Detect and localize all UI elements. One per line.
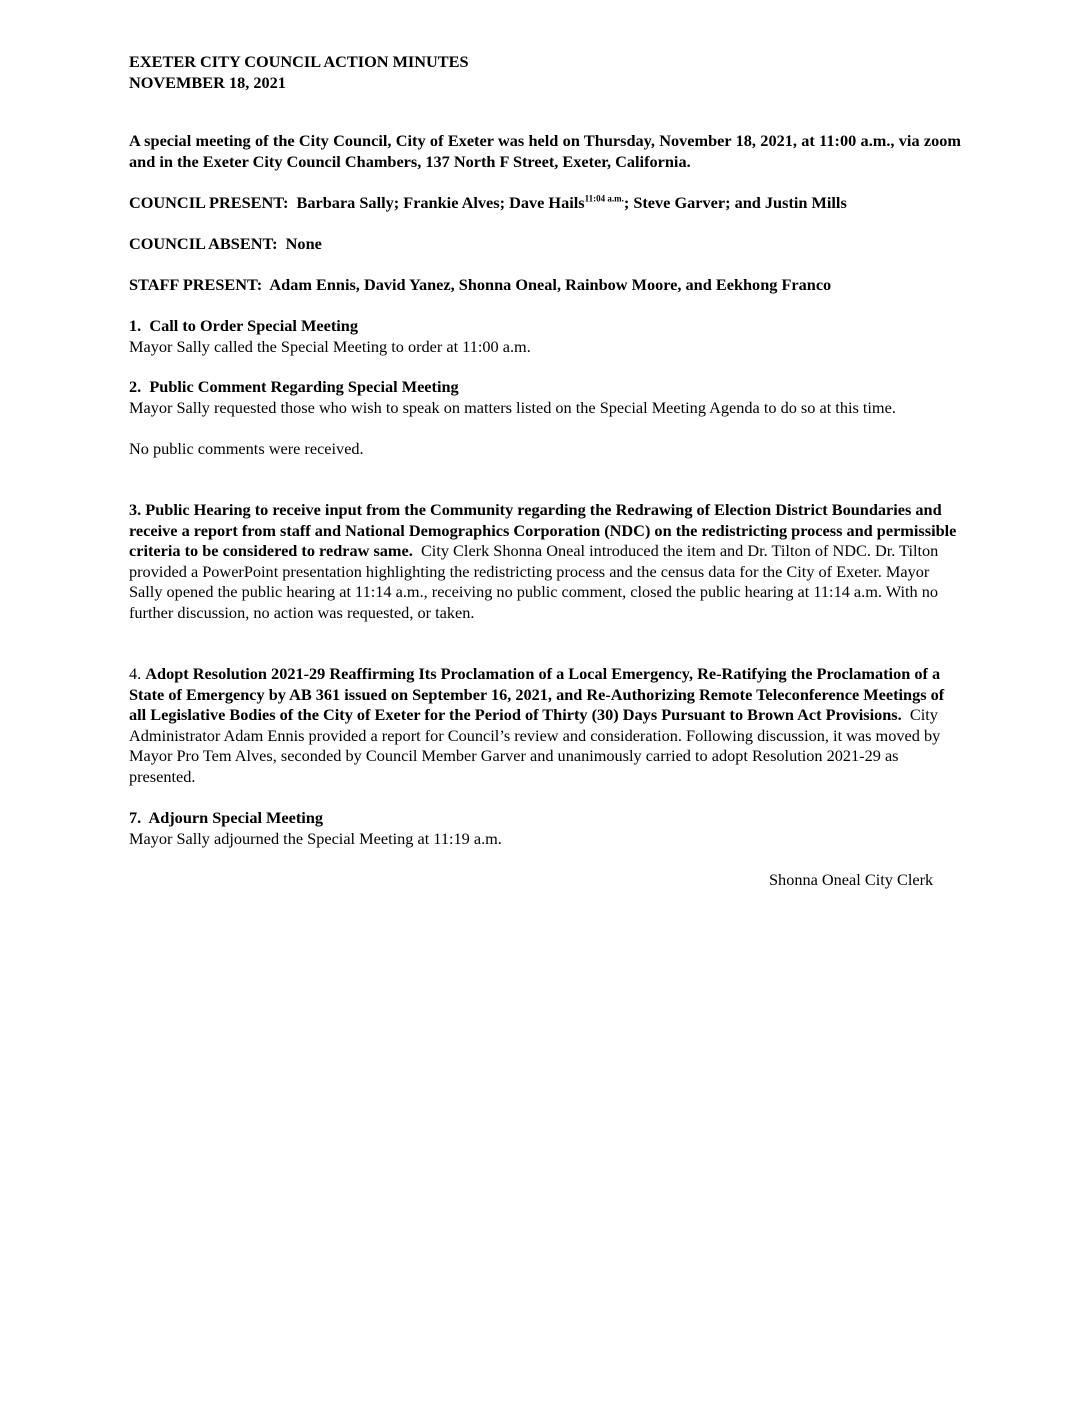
- item-3-text: City Clerk Shonna Oneal introduced the item and Dr. Tilton of NDC. Dr. Tilton provided a PowerPoint presentation highlighting the redistricting process and the census data for the City of Exeter. Mayor Sally opened the public hearing at 11:14 a.m., receiving no public comment, closed the public hearing at 11:14 a.m. With no further discussion, no action was requested, or taken.: [129, 541, 939, 622]
- council-present-names: Barbara Sally; Frankie Alves; Dave Hails: [296, 193, 585, 212]
- agenda-item-1: [129, 316, 961, 357]
- item-2-text-2: No public comments were received.: [129, 438, 364, 458]
- item-1-text: Mayor Sally called the Special Meeting to order at 11:00 a.m.: [129, 336, 531, 356]
- item-7-heading: 7. Adjourn Special Meeting: [129, 808, 324, 827]
- document-header: [129, 52, 961, 93]
- council-absent-label: COUNCIL ABSENT:: [129, 234, 278, 253]
- agenda-item-4: [129, 664, 961, 787]
- item-4-heading: Adopt Resolution 2021-29 Reaffirming Its Proclamation of a Local Emergency, Re-Ratifying the Proclamation of a State of Emergency by AB 361 issued on September 16, 2021, and Re-Authorizing Remote Teleconference Meetings of all Legislative Bodies of the City of Exeter for the Period of Thirty (30) Days Pursuant to Brown Act Provisions.: [129, 664, 945, 724]
- council-present-names-rest: ; Steve Garver; and Justin Mills: [623, 193, 847, 212]
- intro-paragraph: A special meeting of the City Council, City of Exeter was held on Thursday, November 18, 2021, at 11:00 a.m., via zoom and in the Exeter City Council Chambers, 137 North F Street, Exeter, California.: [129, 131, 961, 171]
- item-7-text: Mayor Sally adjourned the Special Meeting at 11:19 a.m.: [129, 828, 502, 848]
- item-4-number: 4.: [129, 664, 142, 683]
- agenda-item-7: [129, 808, 961, 849]
- item-1-heading: 1. Call to Order Special Meeting: [129, 316, 358, 335]
- item-4-text: City Administrator Adam Ennis provided a report for Council’s review and consideration. Following discussion, it was moved by Mayor Pro Tem Alves, seconded by Council Member Garver and unanimously carried to adopt Resolution 2021-29 as presented.: [129, 705, 941, 786]
- agenda-item-3: [129, 500, 961, 623]
- council-present-label: COUNCIL PRESENT:: [129, 193, 289, 212]
- council-absent: [129, 234, 961, 255]
- document-title: EXETER CITY COUNCIL ACTION MINUTES: [129, 52, 469, 71]
- item-3-heading: 3. Public Hearing to receive input from the Community regarding the Redrawing of Election District Boundaries and receive a report from staff and National Demographics Corporation (NDC) on the redistricting process and permissible criteria to be considered to redraw same.: [129, 500, 957, 560]
- council-present: [129, 193, 961, 214]
- staff-present-value: Adam Ennis, David Yanez, Shonna Oneal, Rainbow Moore, and Eekhong Franco: [269, 275, 832, 294]
- staff-present: [129, 275, 961, 296]
- item-2-text: Mayor Sally requested those who wish to speak on matters listed on the Special Meeting Agenda to do so at this time.: [129, 397, 896, 417]
- clerk-signature: Shonna Oneal City Clerk: [769, 870, 934, 889]
- staff-present-label: STAFF PRESENT:: [129, 275, 263, 294]
- item-2-heading: 2. Public Comment Regarding Special Meeting: [129, 377, 459, 396]
- meeting-date: NOVEMBER 18, 2021: [129, 72, 286, 92]
- arrival-time-note: 11:04 a.m.: [584, 193, 624, 204]
- council-absent-value: None: [285, 234, 322, 253]
- agenda-item-2: [129, 377, 961, 459]
